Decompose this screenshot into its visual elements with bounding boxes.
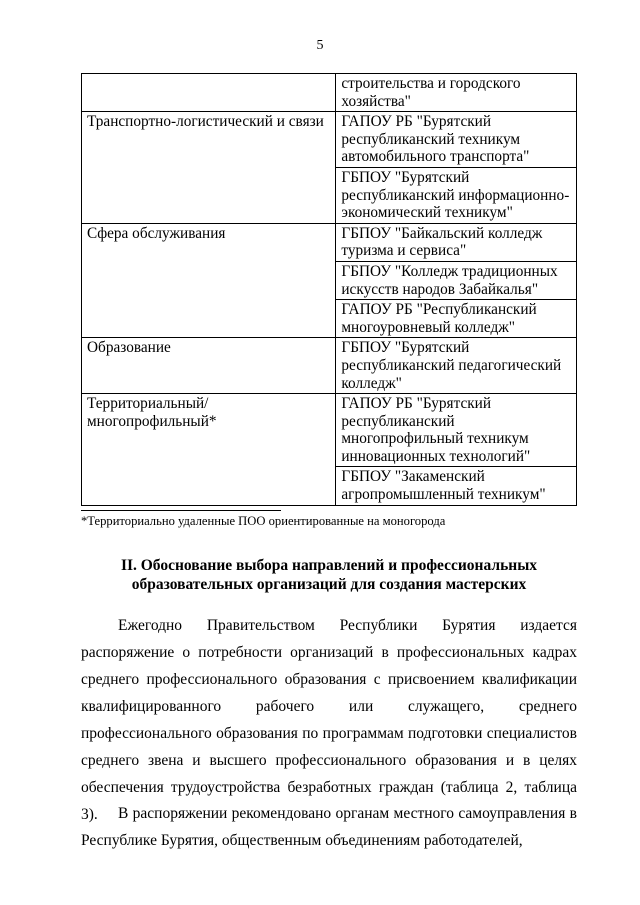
table-row — [82, 112, 577, 168]
sector-cell: Сфера обслуживания — [82, 223, 336, 338]
body-paragraph-text: Ежегодно Правительством Республики Бурятия издается распоряжение о потребности организаций в профессиональных кадрах среднего профессионального образования с присвоением квалификации квалифицированного рабочего или служащего, среднего профессионального образования по программам подготовки специалистов среднего звена и высшего профессионального образования и в целях обеспечения трудоустройства безработных граждан (таблица 2, таблица 3). — [81, 617, 577, 823]
sectors-table — [81, 73, 577, 506]
college-cell: ГАПОУ РБ "Бурятский республиканский техникум автомобильного транспорта" — [336, 112, 577, 168]
college-cell: ГАПОУ РБ "Бурятский республиканский многопрофильный техникум инновационных технологий" — [336, 394, 577, 467]
page-number: 5 — [316, 38, 324, 53]
table-row — [82, 223, 577, 261]
college-cell: ГБПОУ "Байкальский колледж туризма и сервиса" — [336, 223, 577, 261]
sector-cell — [82, 74, 336, 112]
college-cell: ГБПОУ "Бурятский республиканский педагогический колледж" — [336, 338, 577, 394]
body-paragraph-text: В распоряжении рекомендовано органам местного самоуправления в Республике Бурятия, общественным объединениям работодателей, — [81, 805, 577, 849]
section-heading-line: II. Обоснование выбора направлений и профессиональных — [120, 557, 538, 574]
footnote-divider — [81, 510, 281, 511]
section-heading-line: образовательных организаций для создания мастерских — [131, 576, 527, 593]
table-row — [82, 394, 577, 467]
college-cell: ГБПОУ "Бурятский республиканский информационно-экономический техникум" — [336, 167, 577, 223]
table-row — [82, 338, 577, 394]
college-cell: ГАПОУ РБ "Республиканский многоуровневый колледж" — [336, 300, 577, 338]
table-row — [82, 74, 577, 112]
body-paragraph — [81, 800, 577, 854]
college-cell: ГБПОУ "Колледж традиционных искусств народов Забайкалья" — [336, 261, 577, 299]
sector-cell: Транспортно-логистический и связи — [82, 112, 336, 224]
college-cell: ГБПОУ "Закаменский агропромышленный техникум" — [336, 467, 577, 505]
sector-cell: Территориальный/многопрофильный* — [82, 394, 336, 506]
footnote: *Территориально удаленные ПОО ориентированные на моногорода — [81, 514, 446, 528]
section-heading — [81, 556, 577, 594]
college-cell: строительства и городского хозяйства" — [336, 74, 577, 112]
body-paragraph — [81, 612, 577, 828]
sector-cell: Образование — [82, 338, 336, 394]
